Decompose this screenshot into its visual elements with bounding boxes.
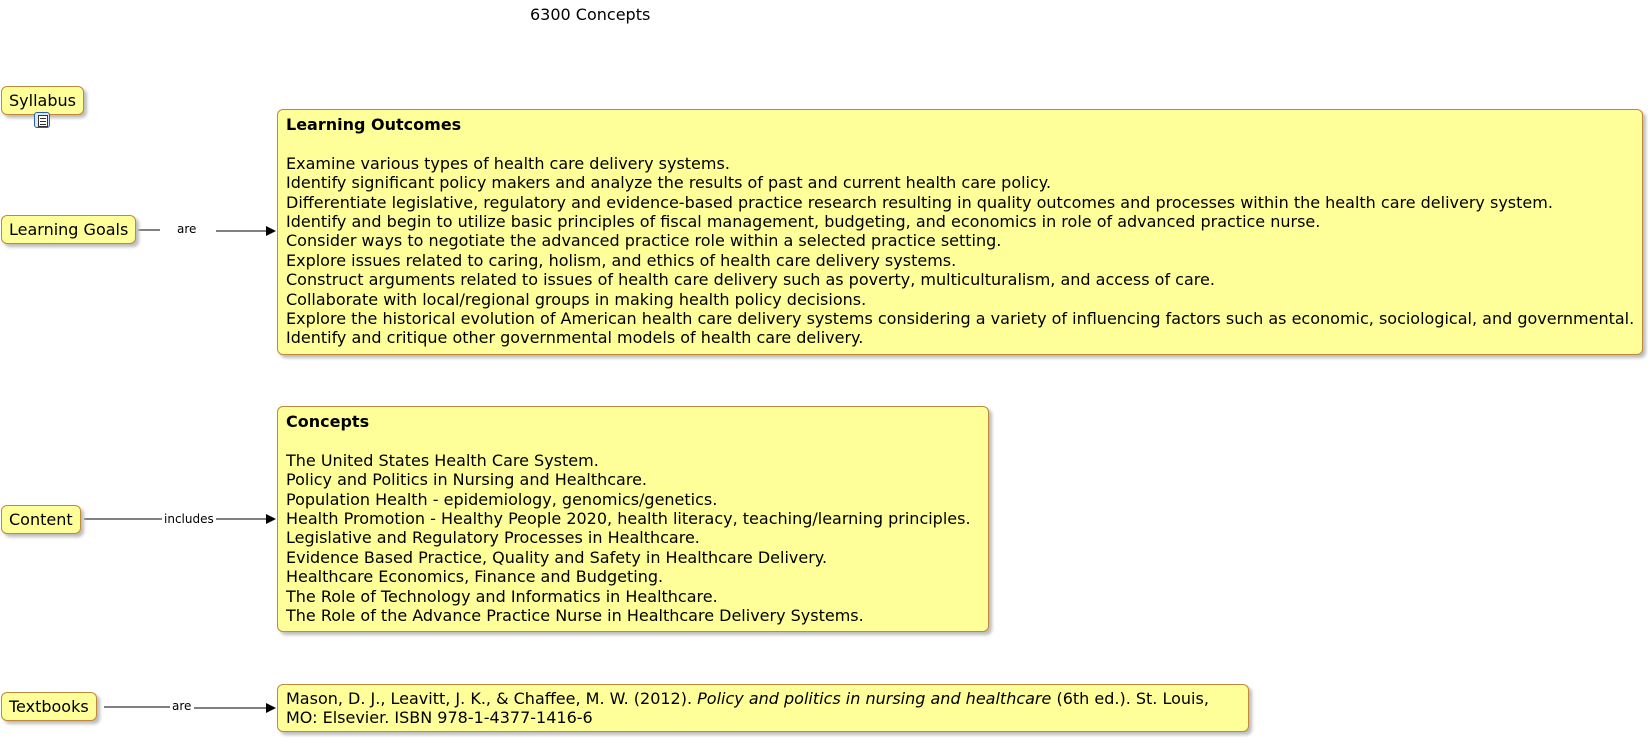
- content-label: Content: [9, 510, 73, 529]
- link-label-are: are: [177, 222, 197, 236]
- concept-item: The Role of Technology and Informatics in Healthcare.: [286, 586, 718, 606]
- outcome-item: Identify and critique other governmental models of health care delivery.: [286, 328, 864, 348]
- syllabus-label: Syllabus: [9, 91, 76, 110]
- learning-outcomes-node[interactable]: [277, 109, 1643, 355]
- outcome-item: Differentiate legislative, regulatory and evidence-based practice research resulting in quality outcomes and processes within the health care delivery system.: [286, 192, 1553, 212]
- reference-authors: Mason, D. J., Leavitt, J. K., & Chaffee, M. W. (2012).: [286, 689, 693, 708]
- outcome-item: Examine various types of health care delivery systems.: [286, 153, 730, 173]
- document-icon[interactable]: [34, 112, 50, 128]
- concept-item: Evidence Based Practice, Quality and Safety in Healthcare Delivery.: [286, 547, 828, 567]
- textbooks-node[interactable]: [1, 692, 97, 721]
- reference-line-2: MO: Elsevier. ISBN 978-1-4377-1416-6: [286, 708, 593, 728]
- reference-line-1: [286, 689, 1240, 708]
- outcome-item: Collaborate with local/regional groups in making health policy decisions.: [286, 289, 867, 309]
- concept-item: The Role of the Advance Practice Nurse in Healthcare Delivery Systems.: [286, 606, 864, 626]
- textbook-reference-node[interactable]: [277, 684, 1249, 732]
- concept-item: Legislative and Regulatory Processes in Healthcare.: [286, 528, 700, 548]
- outcome-item: Explore the historical evolution of American health care delivery systems considering a variety of influencing factors such as economic, sociological, and governmental.: [286, 309, 1635, 329]
- concepts-node[interactable]: [277, 406, 989, 632]
- outcome-item: Identify and begin to utilize basic principles of fiscal management, budgeting, and economics in role of advanced practice nurse.: [286, 212, 1321, 232]
- syllabus-node[interactable]: [1, 86, 84, 115]
- outcome-item: Construct arguments related to issues of health care delivery such as poverty, multiculturalism, and access of care.: [286, 270, 1215, 290]
- learning-goals-label: Learning Goals: [9, 220, 129, 239]
- concept-item: The United States Health Care System.: [286, 450, 599, 470]
- concept-item: Population Health - epidemiology, genomics/genetics.: [286, 489, 718, 509]
- reference-title: Policy and politics in nursing and healthcare: [697, 689, 1052, 708]
- link-label-are-textbooks: are: [172, 699, 192, 713]
- concept-item: Health Promotion - Healthy People 2020, health literacy, teaching/learning principles.: [286, 509, 971, 529]
- concept-item: Policy and Politics in Nursing and Healthcare.: [286, 470, 647, 490]
- textbooks-label: Textbooks: [9, 697, 89, 716]
- content-node[interactable]: [1, 505, 81, 534]
- learning-goals-node[interactable]: [1, 215, 136, 244]
- reference-edition: (6th ed.). St. Louis,: [1051, 689, 1209, 708]
- link-label-includes: includes: [164, 512, 214, 526]
- map-title: 6300 Concepts: [530, 5, 651, 24]
- outcome-item: Explore issues related to caring, holism, and ethics of health care delivery systems.: [286, 250, 957, 270]
- outcome-item: Consider ways to negotiate the advanced practice role within a selected practice setting.: [286, 231, 1002, 251]
- concepts-heading: Concepts: [286, 412, 370, 431]
- concept-item: Healthcare Economics, Finance and Budgeting.: [286, 567, 664, 587]
- learning-outcomes-heading: Learning Outcomes: [286, 115, 462, 134]
- outcome-item: Identify significant policy makers and analyze the results of past and current health care policy.: [286, 173, 1052, 193]
